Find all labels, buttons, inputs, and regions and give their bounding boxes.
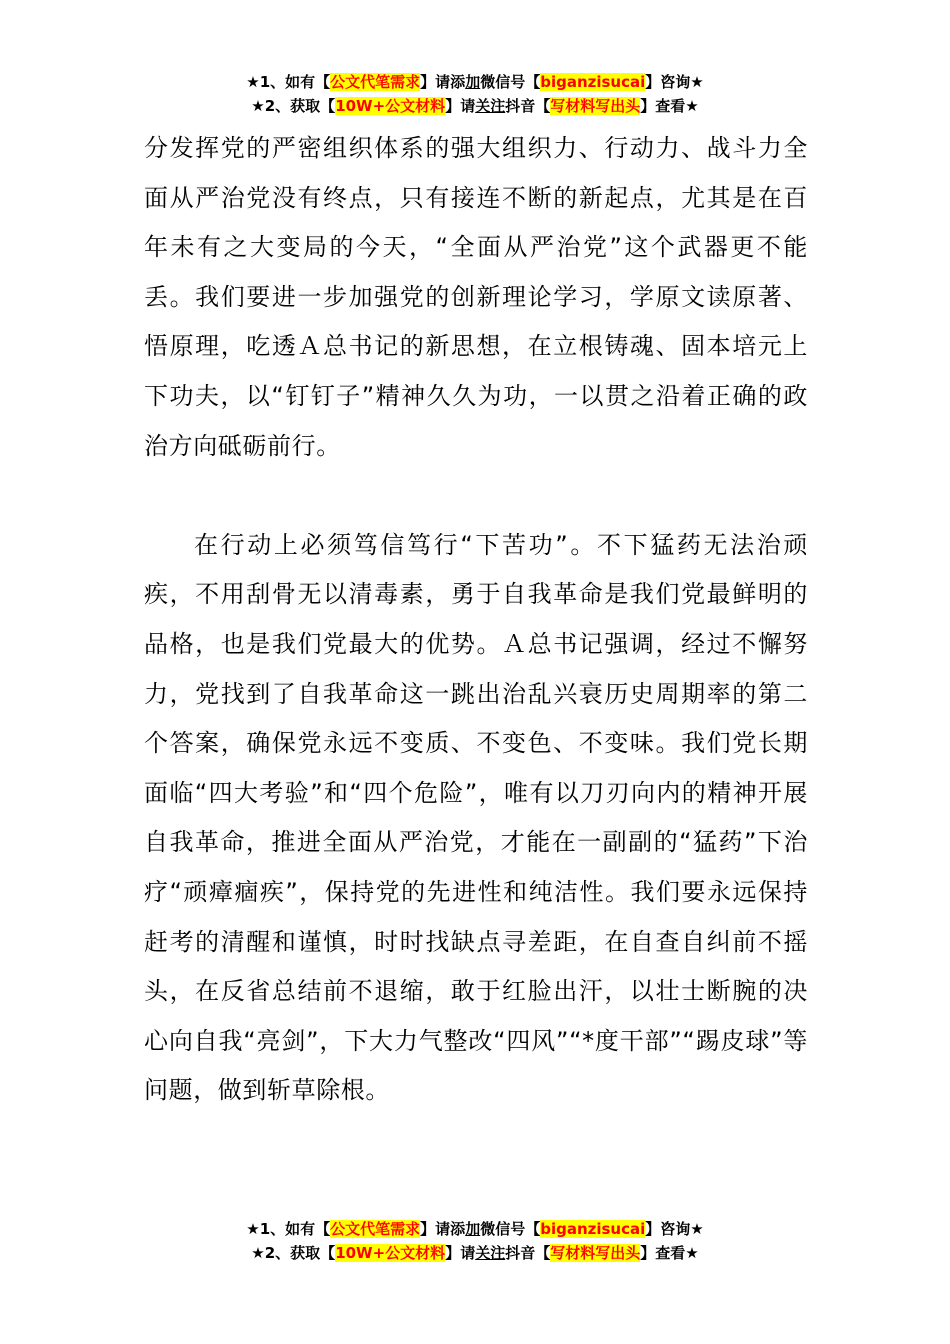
highlight-wechat-id: biganzisucai [540,1220,646,1238]
banner-emphasis: 加 [465,73,481,91]
header-banner [0,70,950,118]
banner-text: 】请 [445,97,476,115]
highlight-materials: 10W+公文材料 [335,1244,446,1262]
paragraph: 在行动上必须笃信笃行“下苦功”。不下猛药无法治顽疾，不用刮骨无以清毒素，勇于自我革命是我们党最鲜明的品格，也是我们党最大的优势。Ａ总书记强调，经过不懈努力，党找到了自我革命这一跳出治乱兴衰历史周期率的第二个答案，确保党永远不变质、不变色、不变味。我们党长期面临“四大考验”和“四个危险”，唯有以刀刃向内的精神开展自我革命，推进全面从严治党，才能在一副副的“猛药”下治疗“顽瘴痼疾”，保持党的先进性和纯洁性。我们要永远保持赶考的清醒和谨慎，时时找缺点寻差距，在自查自纠前不摇头，在反省总结前不退缩，敢于红脸出汗，以壮士断腕的决心向自我“亮剑”，下大力气整改“四风”“*度干部”“踢皮球”等问题，做到斩草除根。 [144,530,808,1105]
banner-text: ★1、如有【 [246,73,331,91]
banner-emphasis: 加 [465,1220,481,1238]
banner-text: 】查看★ [640,1244,699,1262]
banner-line-2 [0,1241,950,1265]
banner-text: 】请添 [420,73,466,91]
banner-text: 微信号【 [480,1220,541,1238]
banner-text: 】请添 [420,1220,466,1238]
banner-emphasis: 关注 [475,1244,506,1262]
highlight-douyin: 写材料写出头 [550,97,641,115]
highlight-douyin: 写材料写出头 [550,1244,641,1262]
banner-text: 】请 [445,1244,476,1262]
footer-banner [0,1217,950,1265]
banner-text: ★2、获取【 [251,1244,336,1262]
highlight-wechat-id: biganzisucai [540,73,646,91]
paragraph: 分发挥党的严密组织体系的强大组织力、行动力、战斗力全面从严治党没有终点，只有接连不断的新起点，尤其是在百年未有之大变局的今天，“全面从严治党”这个武器更不能丢。我们要进一步加强党的创新理论学习，学原文读原著、悟原理，吃透Ａ总书记的新思想，在立根铸魂、固本培元上下功夫，以“钉钉子”精神久久为功，一以贯之沿着正确的政治方向砥砺前行。 [144,134,808,460]
banner-line-2 [0,94,950,118]
banner-text: ★2、获取【 [251,97,336,115]
banner-line-1 [0,1217,950,1241]
document-body [144,124,808,1116]
highlight-service: 公文代笔需求 [330,73,421,91]
banner-text: 微信号【 [480,73,541,91]
highlight-materials: 10W+公文材料 [335,97,446,115]
banner-line-1 [0,70,950,94]
banner-text: ★1、如有【 [246,1220,331,1238]
banner-emphasis: 关注 [475,97,506,115]
banner-text: 抖音【 [505,97,551,115]
banner-text: 】咨询★ [645,1220,704,1238]
highlight-service: 公文代笔需求 [330,1220,421,1238]
banner-text: 抖音【 [505,1244,551,1262]
banner-text: 】咨询★ [645,73,704,91]
banner-text: 】查看★ [640,97,699,115]
